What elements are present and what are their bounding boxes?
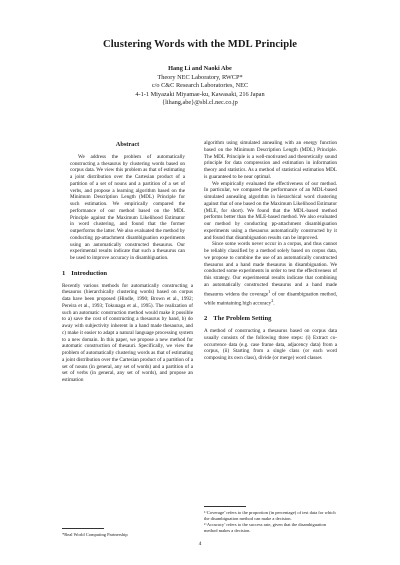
footnote-accuracy: ²‘Accuracy’ refers to the success rate, given that the disambiguation method makes a decision. bbox=[204, 521, 326, 533]
page-number: 4 bbox=[198, 541, 202, 547]
right-footnotes bbox=[204, 500, 337, 534]
abstract-heading: Abstract bbox=[115, 141, 140, 148]
footnote-mark-1: 1 bbox=[268, 288, 271, 294]
paper-title: Clustering Words with the MDL Principle bbox=[102, 39, 298, 50]
intro-paragraph-2: We empirically evaluated the effectiveness of our method. In particular, we compared the performance of an MDL-based simulated annealing algorithm in hierarchical word clustering against that of one based on the Maximum Likelihood Estimator (MLE, for short). We found that the MDL-based method performs better than the MLE-based method. We also evaluated our method by conducting pp-attachment disambiguation experiments using a thesaurus automatically constructed by it and found that disambiguation results can be improved. bbox=[204, 180, 337, 241]
intro-paragraph-continued: algorithm using simulated annealing with an energy function based on the Minimum Description Length (MDL) Principle. The MDL Principle is a well-motivated and theoretically sound principle for data compression and estimation in information theory and statistics. As a method of statistical estimation MDL is guaranteed to be near optimal. bbox=[204, 140, 337, 180]
section-2-heading bbox=[204, 316, 337, 323]
abstract-body bbox=[70, 154, 185, 262]
author-names: Hang Li and Naoki Abe bbox=[168, 65, 232, 72]
footnote-rwcp: *Real World Computing Partnership bbox=[62, 532, 128, 537]
affiliation-line-1: Theory NEC Laboratory, RWCP* bbox=[157, 73, 243, 81]
intro-paragraph-3-end: . bbox=[273, 300, 275, 307]
footnote-rule bbox=[62, 528, 104, 529]
left-column bbox=[62, 142, 193, 384]
section-1-heading bbox=[62, 271, 193, 278]
affiliation-line-2: c/o C&C Research Laboratories, NEC bbox=[151, 82, 249, 90]
section-2-paragraph: A method of constructing a thesaurus based on corpus data usually consists of the following three steps: (i) Extract co-occurrence data (e.g. case frame data, adjacency data) from a corpus, (ii) Starting from a single class (or each word composing its own class), divide (or merge) word classes bbox=[204, 328, 337, 362]
intro-paragraph-1: Recently various methods for automatically constructing a thesaurus (hierarchically clustering words) based on corpus data have been proposed (Hindle, 1990; Brown et al., 1992; Pereira et al., 1993; Tokunaga et al., 1995). The realization of such an automatic construction method would make it possible to a) save the cost of constructing a thesaurus by hand, b) do away with subjectivity inherent in a hand made thesaurus, and c) make it easier to adapt a natural language processing system to a new domain. In this paper, we propose a new method for automatic construction of thesauri. Specifically, we view the problem of automatically clustering words as that of estimating a joint distribution over the Cartesian product of a partition of a set of nouns (in general, any set of words) and a partition of a set of verbs (in general, any set of words), and propose an estimation bbox=[62, 282, 193, 383]
section-2-number: 2 bbox=[204, 315, 208, 323]
section-1-title: Introduction bbox=[71, 269, 108, 277]
footnote-mark-2: 2 bbox=[271, 297, 274, 303]
section-1-number: 1 bbox=[62, 269, 66, 277]
intro-paragraph-3 bbox=[204, 241, 337, 307]
affiliation-line-3: 4-1-1 Miyazaki Miyamae-ku, Kawasaki, 216 Japan bbox=[135, 90, 265, 98]
section-2-title: The Problem Setting bbox=[213, 315, 272, 323]
author-block bbox=[0, 65, 400, 108]
left-footnote bbox=[62, 522, 193, 538]
abstract-text: We address the problem of automatically constructing a thesaurus by clustering words based on corpus data. We view this problem as that of estimating a joint distribution over the Cartesian product of a partition of a set of nouns and a partition of a set of verbs, and propose a learning algorithm based on the Minimum Description Length (MDL) Principle for such estimation. We empirically compared the performance of our method based on the MDL Principle against the Maximum Likelihood Estimator in word clustering, and found that the former outperforms the latter. We also evaluated the method by conducting pp-attachment disambiguation experiments using an automatically constructed thesaurus. Our experimental results indicate that such a thesaurus can be used to improve accuracy in disambiguation. bbox=[70, 153, 185, 261]
author-email: {lihang,abe}@sbl.cl.nec.co.jp bbox=[162, 99, 238, 107]
right-column bbox=[204, 140, 337, 362]
footnote-rule-right bbox=[204, 506, 246, 507]
footnote-coverage: ¹‘Coverage’ refers to the proportion (in percentage) of test data for which the disambiguation method can make a decision. bbox=[204, 510, 336, 521]
intro-paragraph-3-mid: of our disambiguation method, while maintaining high accuracy bbox=[204, 291, 337, 307]
intro-paragraph-3-text: Since some words never occur in a corpus, and thus cannot be reliably classified by a method solely based on corpus data, we propose to combine the use of an automatically constructed thesaurus and a hand made thesaurus in disambiguation. We conducted some experiments in order to test the effectiveness of this strategy. Our experimental results indicate that combining an automatically constructed thesaurus and a hand made thesaurus widens the coverage bbox=[204, 241, 337, 298]
